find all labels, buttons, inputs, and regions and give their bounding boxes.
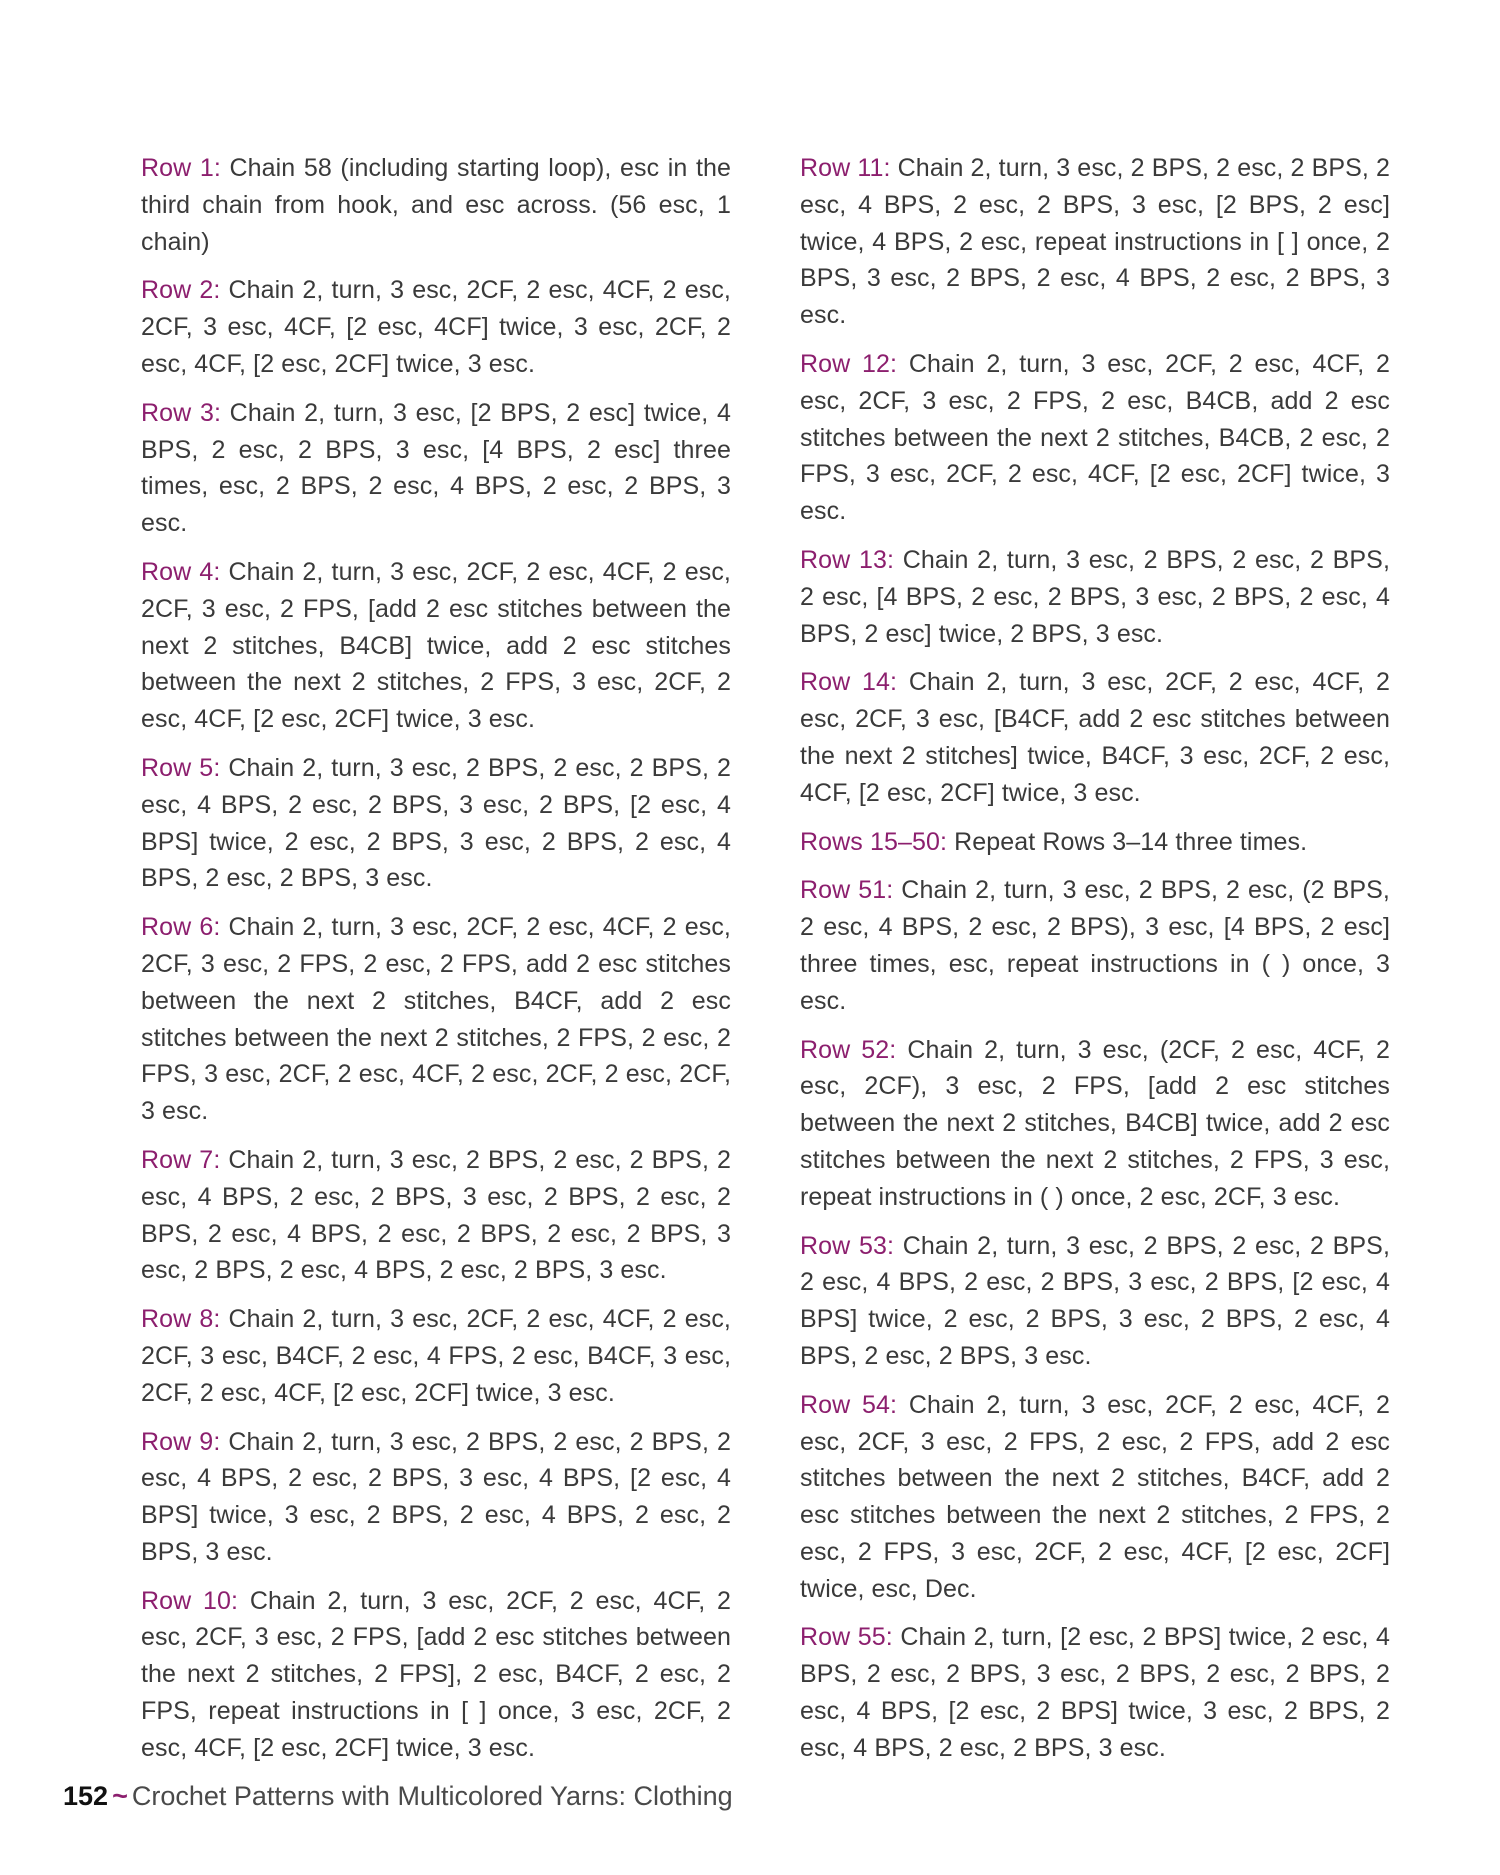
pattern-row [800,1619,1390,1766]
pattern-row [800,1032,1390,1216]
book-title: Crochet Patterns with Multicolored Yarns: Clothing [131,1781,733,1811]
page-number: 152 [63,1781,109,1811]
row-label: Row 55: [800,1623,893,1652]
pattern-row [141,1301,731,1411]
row-instructions: Chain 2, turn, 3 esc, 2 BPS, 2 esc, (2 BPS, 2 esc, 4 BPS, 2 esc, 2 BPS), 3 esc, [4 BPS, 2 esc] three times, esc, repeat instructions in ( ) once, 3 esc. [800,876,1390,1015]
row-instructions: Chain 58 (including starting loop), esc in the third chain from hook, and esc across. (56 esc, 1 chain) [141,154,731,256]
pattern-row [800,664,1390,811]
pattern-row [800,872,1390,1019]
row-label: Row 2: [141,276,221,305]
row-label: Rows 15–50: [800,827,948,856]
pattern-row [800,542,1390,652]
row-instructions: Repeat Rows 3–14 three times. [954,827,1308,856]
row-instructions: Chain 2, turn, 3 esc, 2 BPS, 2 esc, 2 BPS, 2 esc, 4 BPS, 2 esc, 2 BPS, 3 esc, 4 BPS, [2 esc, 4 BPS] twice, 3 esc, 2 BPS, 2 esc, 4 BPS, 2 esc, 2 BPS, 3 esc. [141,1427,732,1566]
row-label: Row 51: [800,876,894,905]
pattern-row [141,272,731,382]
row-instructions: Chain 2, turn, 3 esc, 2CF, 2 esc, 4CF, 2 esc, 2CF, 3 esc, 4CF, [2 esc, 4CF] twice, 3 esc, 2CF, 2 esc, 4CF, [2 esc, 2CF] twice, 3 esc. [141,276,731,378]
row-label: Row 11: [800,154,891,182]
pattern-row [141,750,731,897]
pattern-row [141,150,731,260]
row-instructions: Chain 2, turn, 3 esc, 2 BPS, 2 esc, 2 BPS, 2 esc, 4 BPS, 2 esc, 2 BPS, 3 esc, 2 BPS, [2 esc, 4 BPS] twice, 2 esc, 2 BPS, 3 esc, 2 BPS, 2 esc, 4 BPS, 2 esc, 2 BPS, 3 esc. [141,753,732,893]
row-instructions: Chain 2, turn, 3 esc, (2CF, 2 esc, 4CF, 2 esc, 2CF), 3 esc, 2 FPS, [add 2 esc stitches between the next 2 stitches, B4CB] twice, add 2 esc stitches between the next 2 stitches, 2 FPS, 3 esc, repeat instructions in ( ) once, 2 esc, 2CF, 3 esc. [800,1035,1390,1211]
row-label: Row 3: [141,398,222,427]
right-column [800,150,1390,1779]
row-label: Row 1: [141,154,221,182]
row-label: Row 53: [800,1231,895,1260]
pattern-row [141,1583,731,1767]
row-instructions: Chain 2, turn, 3 esc, 2 BPS, 2 esc, 2 BPS, 2 esc, [4 BPS, 2 esc, 2 BPS, 3 esc, 2 BPS, 2 esc, 4 BPS, 2 esc] twice, 2 BPS, 3 esc. [800,545,1390,648]
row-instructions: Chain 2, turn, [2 esc, 2 BPS] twice, 2 esc, 4 BPS, 2 esc, 2 BPS, 3 esc, 2 BPS, 2 esc, 2 BPS, 2 esc, 4 BPS, [2 esc, 2 BPS] twice, 3 esc, 2 BPS, 2 esc, 4 BPS, 2 esc, 2 BPS, 3 esc. [800,1623,1390,1762]
pattern-row [141,909,731,1130]
pattern-row [800,1228,1390,1375]
row-instructions: Chain 2, turn, 3 esc, 2CF, 2 esc, 4CF, 2 esc, 2CF, 3 esc, 2 FPS, 2 esc, B4CB, add 2 esc stitches between the next 2 stitches, B4CB, 2 esc, 2 FPS, 3 esc, 2CF, 2 esc, 4CF, [2 esc, 2CF] twice, 3 esc. [800,349,1390,526]
row-label: Row 14: [800,668,898,697]
row-label: Row 13: [800,545,895,574]
row-instructions: Chain 2, turn, 3 esc, 2CF, 2 esc, 4CF, 2 esc, 2CF, 3 esc, 2 FPS, 2 esc, 2 FPS, add 2 esc stitches between the next 2 stitches, B4CF, add 2 esc stitches between the next 2 stitches, 2 FPS, 2 esc, 2 FPS, 3 esc, 2CF, 2 esc, 4CF, 2 esc, 2CF, 2 esc, 2CF, 3 esc. [141,913,731,1126]
row-label: Row 9: [141,1427,221,1456]
row-instructions: Chain 2, turn, 3 esc, [2 BPS, 2 esc] twice, 4 BPS, 2 esc, 2 BPS, 3 esc, [4 BPS, 2 esc] three times, esc, 2 BPS, 2 esc, 4 BPS, 2 esc, 2 BPS, 3 esc. [141,398,731,538]
pattern-row [800,346,1390,530]
row-instructions: Chain 2, turn, 3 esc, 2CF, 2 esc, 4CF, 2 esc, 2CF, 3 esc, B4CF, 2 esc, 4 FPS, 2 esc, B4CF, 3 esc, 2CF, 2 esc, 4CF, [2 esc, 2CF] twice, 3 esc. [141,1305,731,1407]
row-label: Row 12: [800,349,898,378]
pattern-row [141,1142,731,1289]
pattern-row [141,554,731,738]
left-column [141,150,731,1779]
row-instructions: Chain 2, turn, 3 esc, 2 BPS, 2 esc, 2 BPS, 2 esc, 4 BPS, 2 esc, 2 BPS, 3 esc, [2 BPS, 2 esc] twice, 4 BPS, 2 esc, repeat instructions in [ ] once, 2 BPS, 3 esc, 2 BPS, 2 esc, 4 BPS, 2 esc, 2 BPS, 3 esc. [800,154,1391,330]
row-instructions: Chain 2, turn, 3 esc, 2CF, 2 esc, 4CF, 2 esc, 2CF, 3 esc, 2 FPS, 2 esc, 2 FPS, add 2 esc stitches between the next 2 stitches, B4CF, add 2 esc stitches between the next 2 stitches, 2 FPS, 2 esc, 2 FPS, 3 esc, 2CF, 2 esc, 4CF, [2 esc, 2CF] twice, esc, Dec. [800,1390,1390,1603]
pattern-row [800,150,1390,334]
page-footer [63,1778,733,1814]
row-instructions: Chain 2, turn, 3 esc, 2CF, 2 esc, 4CF, 2 esc, 2CF, 3 esc, 2 FPS, [add 2 esc stitches between the next 2 stitches, 2 FPS], 2 esc, B4CF, 2 esc, 2 FPS, repeat instructions in [ ] once, 3 esc, 2CF, 2 esc, 4CF, [2 esc, 2CF] twice, 3 esc. [141,1586,731,1762]
row-label: Row 4: [141,557,221,586]
row-label: Row 6: [141,913,221,942]
row-instructions: Chain 2, turn, 3 esc, 2CF, 2 esc, 4CF, 2 esc, 2CF, 3 esc, 2 FPS, [add 2 esc stitches between the next 2 stitches, B4CB] twice, add 2 esc stitches between the next 2 stitches, 2 FPS, 3 esc, 2CF, 2 esc, 4CF, [2 esc, 2CF] twice, 3 esc. [141,557,731,734]
row-instructions: Chain 2, turn, 3 esc, 2 BPS, 2 esc, 2 BPS, 2 esc, 4 BPS, 2 esc, 2 BPS, 3 esc, 2 BPS, 2 esc, 2 BPS, 2 esc, 4 BPS, 2 esc, 2 BPS, 2 esc, 2 BPS, 3 esc, 2 BPS, 2 esc, 4 BPS, 2 esc, 2 BPS, 3 esc. [141,1145,732,1285]
pattern-row [141,395,731,542]
pattern-row [800,1387,1390,1608]
row-label: Row 5: [141,753,221,782]
row-label: Row 52: [800,1035,897,1064]
row-label: Row 8: [141,1305,221,1334]
pattern-row [800,824,1390,861]
footer-separator: ~ [112,1781,128,1811]
row-label: Row 7: [141,1145,221,1174]
row-instructions: Chain 2, turn, 3 esc, 2CF, 2 esc, 4CF, 2 esc, 2CF, 3 esc, [B4CF, add 2 esc stitches between the next 2 stitches] twice, B4CF, 3 esc, 2CF, 2 esc, 4CF, [2 esc, 2CF] twice, 3 esc. [800,668,1390,807]
row-label: Row 54: [800,1390,898,1419]
pattern-row [141,1424,731,1571]
row-instructions: Chain 2, turn, 3 esc, 2 BPS, 2 esc, 2 BPS, 2 esc, 4 BPS, 2 esc, 2 BPS, 3 esc, 2 BPS, [2 esc, 4 BPS] twice, 2 esc, 2 BPS, 3 esc, 2 BPS, 2 esc, 4 BPS, 2 esc, 2 BPS, 3 esc. [800,1231,1390,1370]
row-label: Row 10: [141,1586,239,1615]
